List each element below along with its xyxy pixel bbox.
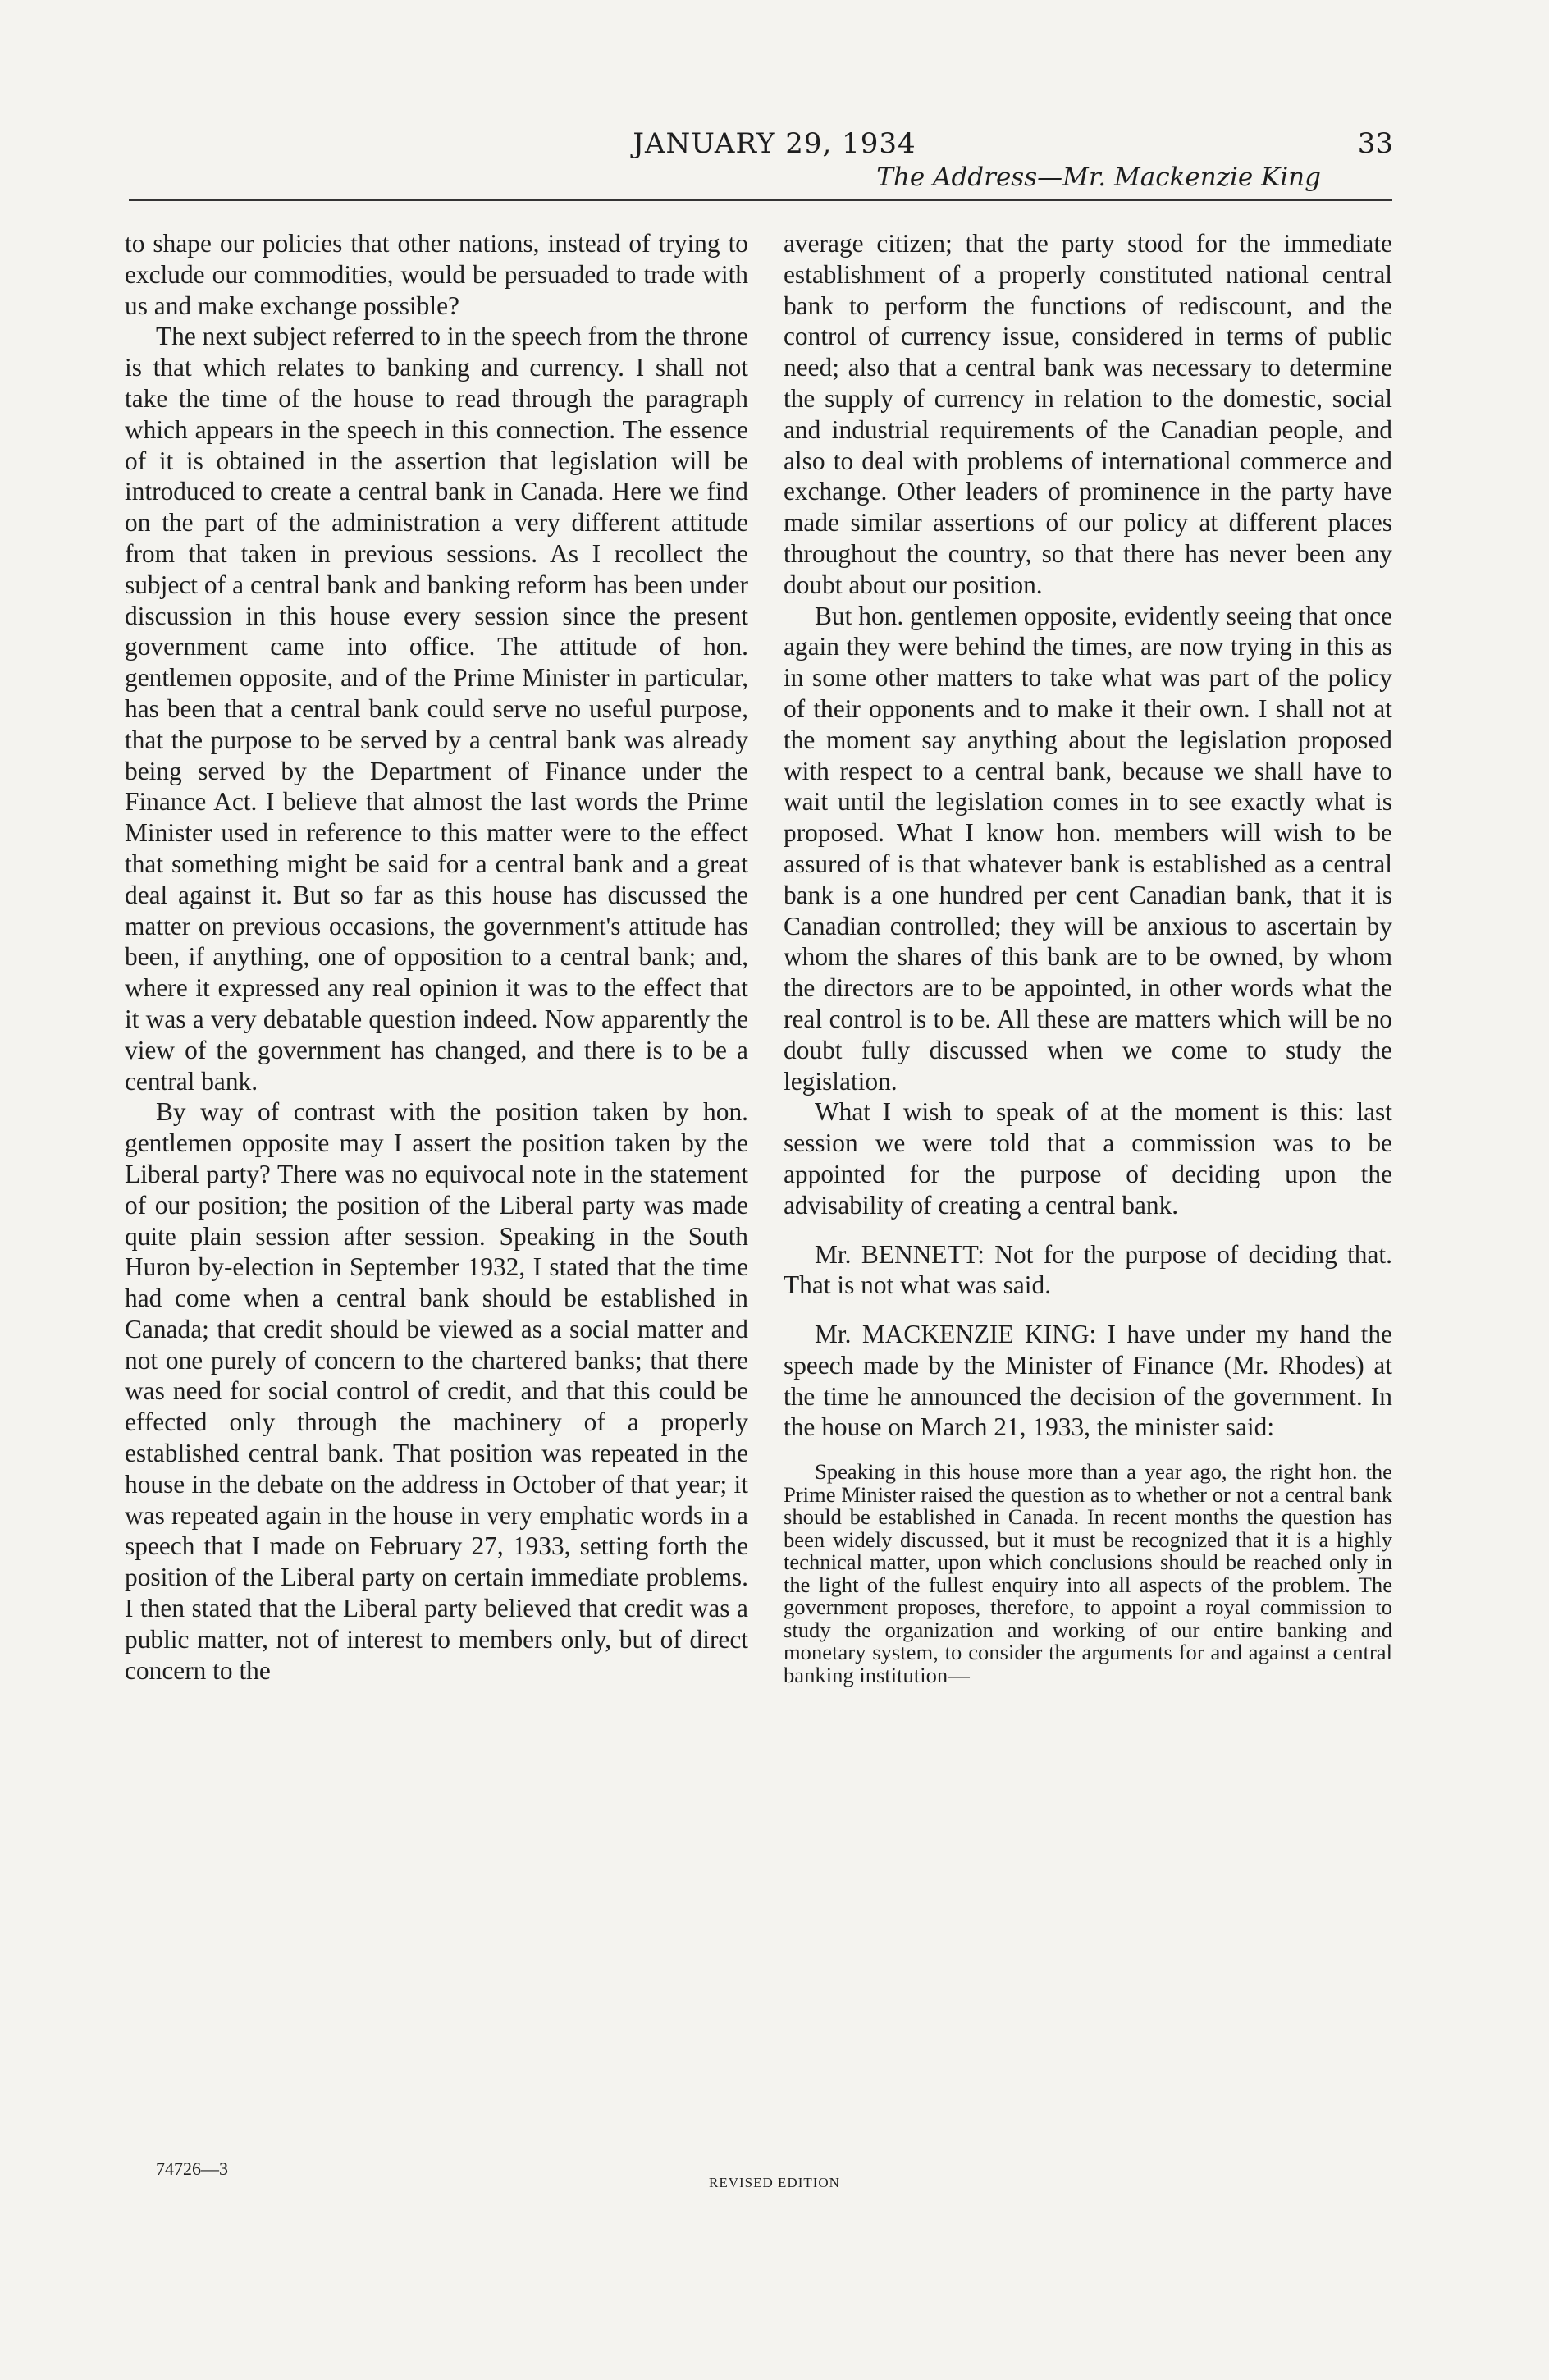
paragraph: The next subject referred to in the speech from the throne is that which relates to banking and currency. I shall not take the time of the house to read through the paragraph which appears in the speech in this connection. The essence of it is obtained in the assertion that legislation will be introduced to create a central bank in Canada. Here we find on the part of the administration a very different attitude from that taken in previous sessions. As I recollect the subject of a central bank and banking reform has been under discussion in this house every session since the present government came into office. The attitude of hon. gentlemen opposite, and of the Prime Minister in particular, has been that a central bank could serve no useful purpose, that the purpose to be served by a central bank was already being served by the Department of Finance under the Finance Act. I believe that almost the last words the Prime Minister used in reference to this matter were to the effect that something might be said for a central bank and a great deal against it. But so far as this house has discussed the matter on previous occasions, the government's attitude has been, if anything, one of opposition to a central bank; and, where it expressed any real opinion it was to the effect that it was a very debatable question indeed. Now apparently the view of the government has changed, and there is to be a central bank.: [125, 322, 748, 1096]
page-date: JANUARY 29, 1934: [633, 127, 916, 160]
left-column: [125, 228, 748, 1686]
paragraph: to shape our policies that other nations, instead of trying to exclude our commodities, would be persuaded to trade with us and make exchange possible?: [125, 229, 748, 320]
paragraph: But hon. gentlemen opposite, evidently seeing that once again they were behind the times, are now trying in this as in some other matters to take what was part of the policy of their opponents and to make it their own. I shall not at the moment say anything about the legislation proposed with respect to a central bank, because we shall have to wait until the legislation comes in to see exactly what is proposed. What I know hon. members will wish to be assured of is that whatever bank is established as a central bank is a one hundred per cent Canadian bank, that it is Canadian controlled; they will be anxious to ascertain by whom the shares of this bank are to be owned, by whom the directors are to be appointed, in other words what the real control is to be. All these are matters which will be no doubt fully discussed when we come to study the legislation.: [784, 601, 1392, 1096]
header-rule: [129, 199, 1392, 201]
speaker-paragraph-king: Mr. MACKENZIE KING: I have under my hand the speech made by the Minister of Finance (Mr. Rhodes) at the time he announced the decision of the government. In the house on March 21, 1933, the minister said:: [784, 1320, 1392, 1442]
paragraph: average citizen; that the party stood for the immediate establishment of a properly constituted national central bank to perform the functions of rediscount, and the control of currency issue, considered in terms of public need; also that a central bank was necessary to determine the supply of currency in relation to the domestic, social and industrial requirements of the Canadian people, and also to deal with problems of international commerce and exchange. Other leaders of prominence in the party have made similar assertions of our policy at different places throughout the country, so that there has never been any doubt about our position.: [784, 229, 1392, 599]
speaker-paragraph-bennett: Mr. BENNETT: Not for the purpose of deciding that. That is not what was said.: [784, 1239, 1392, 1300]
running-head: The Address—Mr. Mackenzie King: [876, 162, 1321, 192]
paragraph: What I wish to speak of at the moment is this: last session we were told that a commission was to be appointed for the purpose of deciding upon the advisability of creating a central bank.: [784, 1097, 1392, 1220]
page-number: 33: [1357, 127, 1393, 160]
edition-label: REVISED EDITION: [709, 2175, 840, 2190]
right-column: [784, 228, 1392, 1687]
printer-signature: 74726—3: [156, 2158, 228, 2179]
block-quote: Speaking in this house more than a year ago, the right hon. the Prime Minister raised the question as to whether or not a central bank should be established in Canada. In recent months the question has been widely discussed, but it must be recognized that it is a highly technical matter, upon which conclusions should be reached only in the light of the fullest enquiry into all aspects of the problem. The government proposes, therefore, to appoint a royal commission to study the organization and working of our entire banking and monetary system, to consider the arguments for and against a central banking institution—: [784, 1459, 1392, 1687]
paragraph: By way of contrast with the position taken by hon. gentlemen opposite may I assert the position taken by the Liberal party? There was no equivocal note in the statement of our position; the position of the Liberal party was made quite plain session after session. Speaking in the South Huron by-election in September 1932, I stated that the time had come when a central bank should be established in Canada; that credit should be viewed as a social matter and not one purely of concern to the chartered banks; that there was need for social control of credit, and that this could be effected only through the machinery of a properly established central bank. That position was repeated in the house in the debate on the address in October of that year; it was repeated again in the house in very emphatic words in a speech that I made on February 27, 1933, setting forth the position of the Liberal party on certain immediate problems. I then stated that the Liberal party believed that credit was a public matter, not of interest to members only, but of direct concern to the: [125, 1097, 748, 1685]
